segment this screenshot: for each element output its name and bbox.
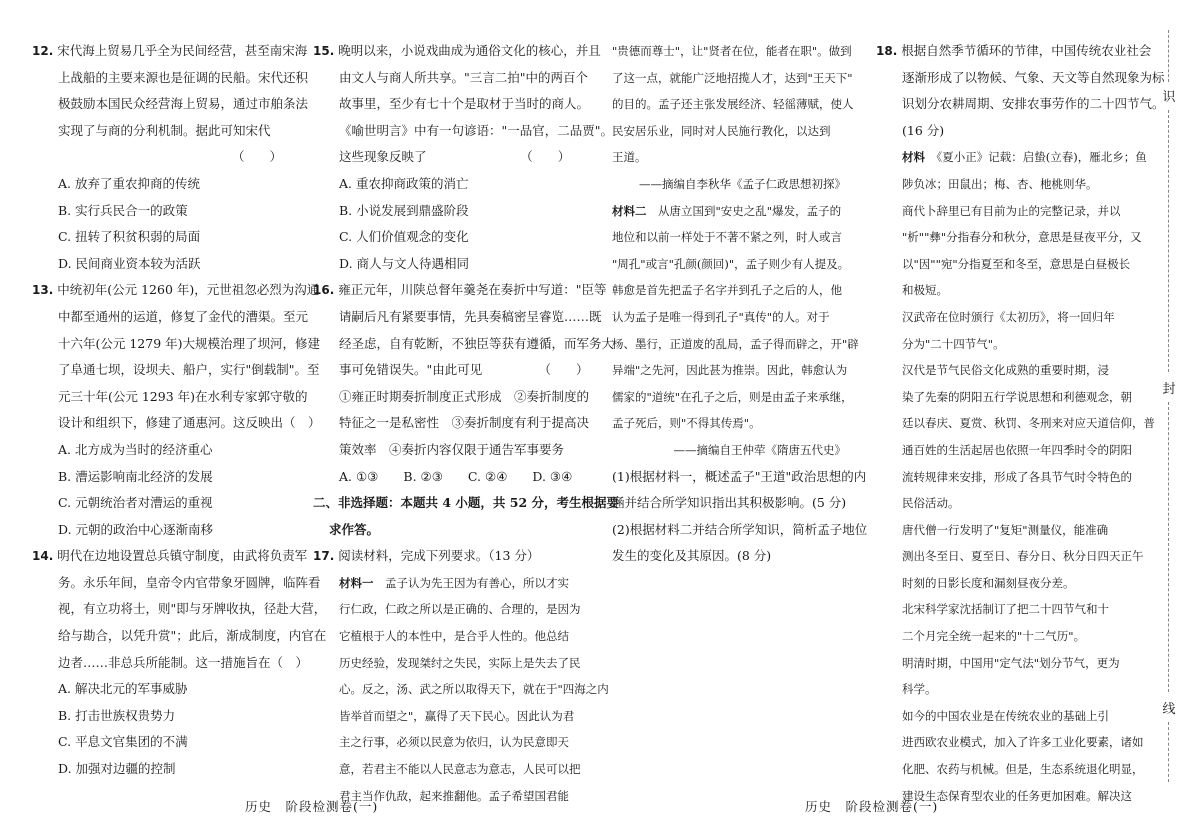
text-line: A. 重农抑商政策的消亡 — [339, 175, 469, 191]
text-line: 12. 宋代海上贸易几乎全为民间经营，甚至南宋海 — [32, 43, 308, 58]
binding-char-1: 识 — [1162, 90, 1176, 105]
text-line: "析""彝"分指春分和秋分，意思是昼夜平分，又 — [902, 230, 1142, 245]
text-line: 了阜通七坝，设坝夫、船户，实行"倒载制"。至 — [58, 362, 320, 378]
text-line: 意，若君主不能以人民意志为意志，人民可以把 — [339, 762, 581, 777]
text-line: 汉代是节气民俗文化成熟的重要时期，浸 — [902, 363, 1109, 378]
text-line: A. 解决北元的军事威胁 — [58, 681, 188, 697]
text-line: 建设生态保育型农业的任务更加困难。解决这 — [902, 788, 1132, 803]
text-line: 二个月完全统一起来的"十二气历"。 — [902, 629, 1086, 644]
text-line: 认为孟子是唯一得到孔子"真传"的人。对于 — [612, 309, 830, 324]
text-line: 十六年(公元 1279 年)大规模治理了坝河，修建 — [58, 335, 321, 351]
text-line: 北宋科学家沈括制订了把二十四节气和十 — [902, 602, 1109, 617]
binding-line — [1160, 30, 1178, 790]
text-line: 民安居乐业，同时对人民施行教化，以达到 — [612, 123, 831, 138]
text-line: B. 漕运影响南北经济的发展 — [58, 468, 213, 484]
page-footer-right: 历史 阶段检测卷(一) — [805, 799, 939, 814]
text-line: C. 元朝统治者对漕运的重视 — [58, 495, 213, 511]
text-line: D. 加强对边疆的控制 — [58, 761, 176, 777]
text-line: 君主当作仇敌，起来推翻他。孟子希望国君能 — [339, 788, 569, 803]
column-1 — [32, 38, 327, 783]
text-line: (16 分) — [902, 122, 945, 138]
text-line: 杨、墨行，正道废的乱局，孟子得而辟之，开"辟 — [612, 336, 859, 351]
text-line: 染了先秦的阴阳五行学说思想和利德观念，朝 — [902, 389, 1132, 404]
page-footer-left: 历史 阶段检测卷(一) — [245, 799, 379, 814]
text-line: 涵并结合所学知识指出其积极影响。(5 分) — [612, 495, 847, 511]
text-line: 经圣虑，自有乾断，不独臣等获有遵循，而军务大 — [339, 335, 615, 351]
text-line: 材料 《夏小正》记载：启蛰(立春)，雁北乡；鱼 — [902, 150, 1147, 165]
text-line: 的目的。孟子还主张发展经济、轻徭薄赋，使人 — [612, 97, 854, 112]
text-line: 18. 根据自然季节循环的节律，中国传统农业社会 — [876, 43, 1152, 58]
text-line: C. 人们价值观念的变化 — [339, 229, 469, 245]
text-line: D. 元朝的政治中心逐渐南移 — [58, 521, 214, 537]
text-line: D. 商人与文人待遇相同 — [339, 255, 470, 271]
text-line: 事可免错误失。"由此可见 （ ） — [339, 362, 589, 378]
text-line: 通百姓的生活起居也依照一年四季时令的阴阳 — [902, 442, 1132, 457]
column-2 — [313, 38, 620, 809]
text-line: A. 北方成为当时的经济重心 — [58, 441, 213, 457]
text-line: A. ①③ B. ②③ C. ②④ D. ③④ — [339, 468, 573, 484]
text-line: 二、非选择题：本题共 4 小题，共 52 分，考生根据要 — [313, 495, 620, 511]
text-line: 唐代僧一行发明了"复矩"测量仪，能准确 — [902, 522, 1109, 537]
text-line: 识划分农耕周期、安排农事劳作的二十四节气。 — [902, 96, 1165, 112]
text-line: "贵德而尊士"，让"贤者在位，能者在职"。做到 — [612, 44, 852, 58]
text-line: 如今的中国农业是在传统农业的基础上引 — [902, 708, 1109, 723]
text-line: 测出冬至日、夏至日、春分日、秋分日四天正午 — [902, 549, 1144, 564]
text-line: 了这一点，就能广泛地招揽人才，达到"王天下" — [612, 70, 853, 85]
text-line: 心。反之，汤、武之所以取得天下，就在于"四海之内 — [339, 682, 609, 697]
text-line: 它植根于人的本性中，是合乎人性的。他总结 — [339, 629, 569, 644]
text-line: 儒家的"道统"在孔子之后，则是由孟子来承继， — [612, 389, 853, 404]
text-line: 行仁政，仁政之所以是正确的、合理的，是因为 — [339, 602, 581, 617]
text-line: 韩愈是首先把孟子名字并到孔子之后的人，他 — [612, 283, 842, 298]
text-line: "周孔"或言"孔颜(颜回)"，孟子则少有人提及。 — [612, 256, 850, 271]
text-line: 流转规律来安排，形成了各具节气时令特色的 — [902, 469, 1132, 484]
binding-char-3: 线 — [1162, 702, 1176, 717]
text-line: 历史经验，发现桀纣之失民，实际上是失去了民 — [339, 655, 581, 670]
text-line: ①雍正时期奏折制度正式形成 ②奏折制度的 — [339, 388, 590, 404]
text-line: 主之行事，必须以民意为依归，认为民意即天 — [339, 735, 569, 750]
text-line: 陟负冰；田鼠出；梅、杏、杝桃则华。 — [902, 176, 1098, 191]
text-line: 科学。 — [902, 682, 937, 697]
text-line: 廷以春庆、夏赏、秋罚、冬刑来对应天道信仰，普 — [902, 416, 1155, 431]
text-line: 以"因""宛"分指夏至和冬至，意思是白昼极长 — [902, 256, 1131, 271]
text-line: 极鼓励本国民众经营海上贸易，通过市舶条法 — [58, 96, 309, 112]
text-line: 上战船的主要来源也是征调的民船。宋代还积 — [58, 69, 309, 85]
text-line: 材料一 孟子认为先王因为有善心，所以才实 — [339, 575, 569, 590]
text-line: 分为"二十四节气"。 — [902, 336, 1005, 351]
text-line: ——摘编自王仲荦《隋唐五代史》 — [673, 442, 846, 457]
text-line: 中都至通州的运道，修复了金代的漕渠。至元 — [58, 308, 309, 324]
text-line: A. 放弃了重农抑商的传统 — [58, 175, 200, 191]
text-line: B. 打击世族权贵势力 — [58, 707, 176, 723]
text-line: （ ） — [231, 149, 282, 165]
text-line: B. 实行兵民合一的政策 — [58, 202, 188, 218]
text-line: (1)根据材料一，概述孟子"王道"政治思想的内 — [612, 468, 867, 484]
text-line: 化肥、农药与机械。但是，生态系统退化明显， — [902, 762, 1144, 777]
binding-char-2: 封 — [1162, 382, 1176, 397]
text-line: 这些现象反映了 （ ） — [339, 149, 571, 165]
text-line: C. 平息文官集团的不满 — [58, 734, 188, 750]
text-line: 17. 阅读材料，完成下列要求。（13 分） — [313, 548, 540, 564]
text-line: 和极短。 — [902, 283, 948, 298]
text-line: 设计和组织下，修建了通惠河。这反映出（ ） — [58, 415, 321, 431]
text-line: 发生的变化及其原因。(8 分) — [612, 548, 772, 564]
column-4 — [876, 38, 1165, 809]
text-line: 15. 晚明以来，小说戏曲成为通俗文化的核心，并且 — [313, 43, 601, 58]
text-line: 地位和以前一样处于不著不紧之列，时人或言 — [612, 230, 842, 245]
text-line: (2)根据材料二并结合所学知识，简析孟子地位 — [612, 521, 868, 537]
text-line: 汉武帝在位时颁行《太初历》，将一回归年 — [902, 309, 1115, 324]
text-line: 故事里，至少有七十个是取材于当时的商人。 — [339, 96, 590, 112]
text-line: B. 小说发展到鼎盛阶段 — [339, 202, 469, 218]
text-line: 王道。 — [612, 150, 647, 165]
text-line: 求作答。 — [329, 521, 380, 537]
text-line: 时刻的日影长度和漏刻昼夜分差。 — [902, 575, 1075, 590]
text-line: 皆举首而望之"，赢得了天下民心。因此认为君 — [339, 708, 575, 723]
text-line: ——摘编自李秋华《孟子仁政思想初探》 — [639, 176, 846, 191]
text-line: 逐渐形成了以物候、气象、天文等自然现象为标 — [902, 69, 1165, 85]
text-line: 进西欧农业模式，加入了许多工业化要素，诸如 — [902, 735, 1144, 750]
text-line: 明清时期，中国用"定气法"划分节气，更为 — [902, 655, 1120, 670]
text-line: 视，有立功将士，则"即与牙牌收执，径赴大营， — [58, 601, 327, 617]
text-line: 务。永乐年间，皇帝令内官带象牙圆牌，临阵看 — [58, 574, 321, 590]
column-3 — [612, 38, 868, 570]
text-line: 13. 中统初年(公元 1260 年)，元世祖忽必烈为沟通 — [32, 282, 320, 298]
text-line: 给与勘合，以凭升赏"；此后，渐成制度，内官在 — [58, 628, 327, 644]
text-line: 民俗活动。 — [902, 496, 960, 511]
text-line: 商代卜辞里已有目前为止的完整记录，并以 — [902, 203, 1121, 218]
text-line: 材料二 从唐立国到"安史之乱"爆发，孟子的 — [612, 203, 842, 218]
text-line: 特征之一是私密性 ③奏折制度有利于提高决 — [339, 415, 590, 431]
text-line: D. 民间商业资本较为活跃 — [58, 255, 201, 271]
text-line: 策效率 ④奏折内容仅限于通告军事要务 — [339, 441, 565, 457]
text-line: 16. 雍正元年，川陕总督年羹尧在奏折中写道："臣等 — [313, 282, 607, 298]
text-line: 请嗣后凡有紧要事情，先具奏稿密呈睿览……既 — [339, 308, 602, 324]
text-line: 孟子死后，则"不得其传焉"。 — [612, 416, 761, 431]
text-line: 异端"之先河，因此甚为推崇。因此，韩愈认为 — [612, 363, 848, 378]
text-line: 14. 明代在边地设置总兵镇守制度，由武将负责军 — [32, 548, 308, 564]
text-line: C. 扭转了积贫积弱的局面 — [58, 229, 201, 245]
text-line: 《喻世明言》中有一句谚语："一品官，二品贾"。 — [339, 122, 613, 138]
text-line: 元三十年(公元 1293 年)在水利专家郭守敬的 — [58, 388, 308, 404]
text-line: 由文人与商人所共享。"三言二拍"中的两百个 — [339, 69, 588, 85]
text-line: 边者……非总兵所能制。这一措施旨在（ ） — [58, 654, 309, 670]
text-line: 实现了与商的分利机制。据此可知宋代 — [58, 122, 271, 138]
